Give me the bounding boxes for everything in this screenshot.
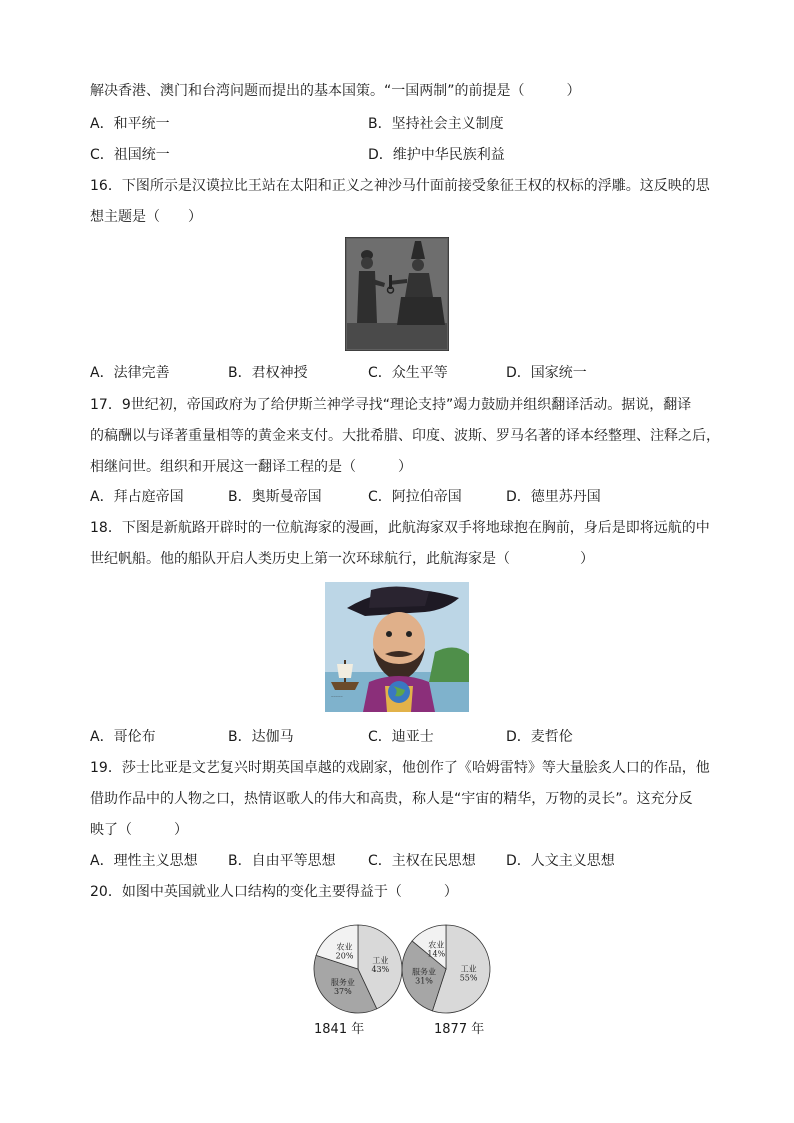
q18-option-a: A．哥伦布 xyxy=(90,729,156,745)
q17-option-a: A．拜占庭帝国 xyxy=(90,489,184,505)
pie-0-slice-1-name: 服务业 xyxy=(330,978,355,988)
q18-option-c: C．迪亚士 xyxy=(368,729,434,745)
q16-stem-line-2: 想主题是（ ） xyxy=(90,209,202,225)
q19-option-d: D．人文主义思想 xyxy=(506,853,615,869)
q19-option-c: C．主权在民思想 xyxy=(368,853,476,869)
pie-1-slice-1-name: 服务业 xyxy=(412,967,437,977)
q15-option-d: D．维护中华民族利益 xyxy=(368,147,505,163)
q17-stem-line-1: 17．9世纪初，帝国政府为了给伊斯兰神学寻找“理论支持”竭力鼓励并组织翻译活动。据说，翻译 xyxy=(90,397,692,413)
q17-option-b: B．奥斯曼帝国 xyxy=(228,489,322,505)
pie-1-slice-0-name: 工业 xyxy=(460,964,477,974)
q17-stem-line-3: 相继问世。组织和开展这一翻译工程的是（ ） xyxy=(90,459,412,475)
q19-stem-line-3: 映了（ ） xyxy=(90,822,188,838)
pie-1877-year-label: 1877 年 xyxy=(434,1022,485,1037)
pie-0-slice-0-name: 工业 xyxy=(372,956,389,966)
hammurabi-relief-image xyxy=(345,237,449,351)
q16-stem-line-1: 16．下图所示是汉谟拉比王站在太阳和正义之神沙马什面前接受象征王权的权标的浮雕。这反映的思 xyxy=(90,178,710,194)
q18-option-b: B．达伽马 xyxy=(228,729,294,745)
q15-option-a: A．和平统一 xyxy=(90,116,170,132)
pie-0-slice-1-value: 37% xyxy=(333,987,352,997)
q16-option-a: A．法律完善 xyxy=(90,365,170,381)
q19-stem-line-1: 19．莎士比亚是文艺复兴时期英国卓越的戏剧家，他创作了《哈姆雷特》等大量脍炙人口的作品，他 xyxy=(90,760,710,776)
q15-stem: 解决香港、澳门和台湾问题而提出的基本国策。“一国两制”的前提是（ ） xyxy=(90,83,581,99)
q17-option-c: C．阿拉伯帝国 xyxy=(368,489,462,505)
pie-0-slice-0-value: 43% xyxy=(371,965,390,975)
q19-stem-line-2: 借助作品中的人物之口，热情讴歌人的伟大和高贵，称人是“宇宙的精华，万物的灵长”。这充分反 xyxy=(90,791,693,807)
q15-option-c: C．祖国统一 xyxy=(90,147,170,163)
q17-stem-line-2: 的稿酬以与译著重量相等的黄金来支付。大批希腊、印度、波斯、罗马名著的译本经整理、注释之后， xyxy=(90,428,720,444)
q17-option-d: D．德里苏丹国 xyxy=(506,489,601,505)
pie-1841-year-label: 1841 年 xyxy=(314,1022,365,1037)
q19-option-b: B．自由平等思想 xyxy=(228,853,336,869)
pie-0-slice-2-value: 20% xyxy=(335,951,354,961)
navigator-cartoon-image xyxy=(325,582,469,712)
q16-option-d: D．国家统一 xyxy=(506,365,587,381)
pie-0-slice-2-name: 农业 xyxy=(336,942,353,952)
pie-1-slice-1-value: 31% xyxy=(415,976,433,986)
q16-option-c: C．众生平等 xyxy=(368,365,448,381)
pie-1-slice-0-value: 55% xyxy=(459,973,478,983)
q16-option-b: B．君权神授 xyxy=(228,365,308,381)
pie-1-slice-2-value: 14% xyxy=(427,949,446,959)
employment-pie-charts xyxy=(312,922,498,1016)
q19-option-a: A．理性主义思想 xyxy=(90,853,198,869)
q18-stem-line-1: 18．下图是新航路开辟时的一位航海家的漫画，此航海家双手将地球抱在胸前，身后是即将远航的中 xyxy=(90,520,710,536)
pie-1-slice-2-name: 农业 xyxy=(428,940,445,950)
q20-stem: 20．如图中英国就业人口结构的变化主要得益于（ ） xyxy=(90,884,458,900)
q18-option-d: D．麦哲伦 xyxy=(506,729,573,745)
q15-option-b: B．坚持社会主义制度 xyxy=(368,116,504,132)
q18-stem-line-2: 世纪帆船。他的船队开启人类历史上第一次环球航行，此航海家是（ ） xyxy=(90,551,594,567)
svg-text:~~~~~: ~~~~~ xyxy=(331,694,343,699)
